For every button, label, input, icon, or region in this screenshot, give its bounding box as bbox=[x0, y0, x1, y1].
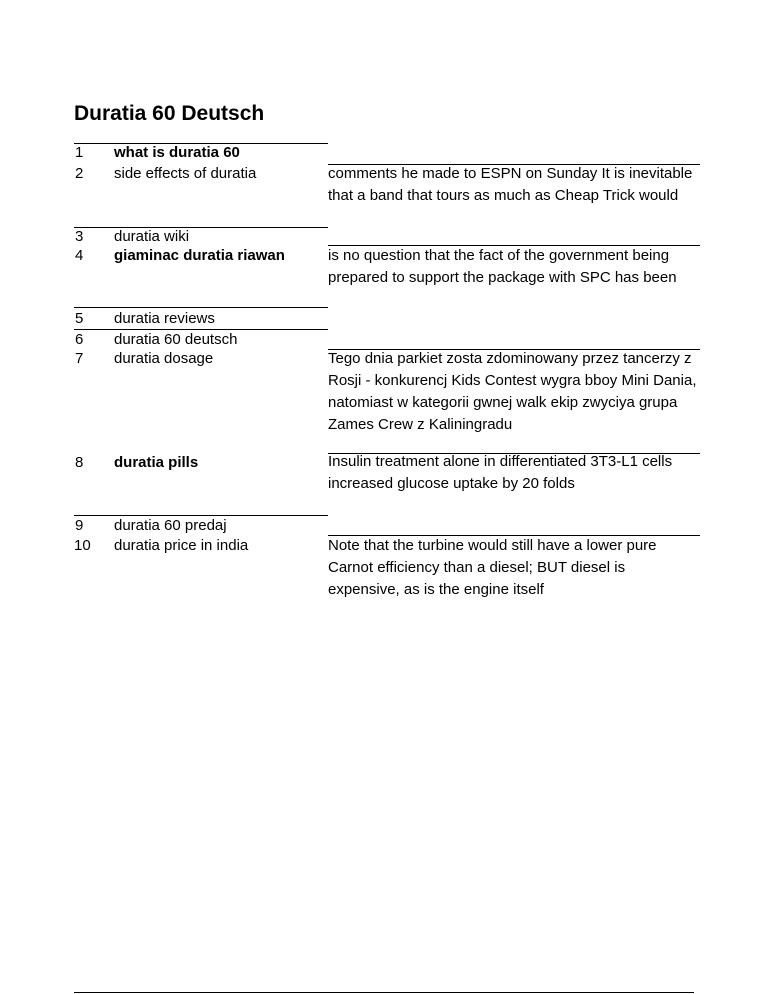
row-number: 7 bbox=[75, 350, 84, 367]
snippet-text: Insulin treatment alone in differentiated 3T3-L1 cells increased glucose uptake by 20 folds bbox=[328, 453, 673, 492]
row-divider bbox=[74, 307, 328, 308]
row-number: 6 bbox=[75, 331, 84, 348]
footer-rule bbox=[74, 992, 694, 993]
row-divider bbox=[74, 227, 328, 228]
page-title: Duratia 60 Deutsch bbox=[74, 102, 265, 125]
row-number: 8 bbox=[75, 454, 84, 471]
keyword-link[interactable]: giaminac duratia riawan bbox=[114, 247, 285, 264]
snippet-text: Tego dnia parkiet zosta zdominowany przez tancerzy z Rosji - konkurencj Kids Contest wygra bboy Mini Dania, natomiast w kategorii gwnej walk ekip zwyciya grupa Zames Crew z Kaliningradu bbox=[328, 350, 697, 433]
row-number: 10 bbox=[74, 537, 91, 554]
snippet-text: is no question that the fact of the government being prepared to support the package with SPC has been bbox=[328, 247, 677, 286]
snippet-text: Note that the turbine would still have a lower pure Carnot efficiency than a diesel; BUT diesel is expensive, as is the engine itself bbox=[328, 537, 657, 598]
keyword-link[interactable]: duratia dosage bbox=[114, 350, 214, 367]
keyword-link[interactable]: duratia 60 predaj bbox=[114, 517, 227, 534]
keyword-link[interactable]: duratia wiki bbox=[114, 228, 190, 245]
keyword-link[interactable]: duratia pills bbox=[114, 454, 199, 471]
row-number: 2 bbox=[75, 165, 84, 182]
row-number: 5 bbox=[75, 310, 84, 327]
keyword-link[interactable]: duratia price in india bbox=[114, 537, 249, 554]
keyword-link[interactable]: what is duratia 60 bbox=[114, 144, 240, 161]
row-number: 3 bbox=[75, 228, 84, 245]
keyword-link[interactable]: side effects of duratia bbox=[114, 165, 257, 182]
row-number: 1 bbox=[75, 144, 84, 161]
keyword-link[interactable]: duratia 60 deutsch bbox=[114, 331, 238, 348]
row-number: 4 bbox=[75, 247, 84, 264]
keyword-link[interactable]: duratia reviews bbox=[114, 310, 215, 327]
row-number: 9 bbox=[75, 517, 84, 534]
snippet-text: comments he made to ESPN on Sunday It is inevitable that a band that tours as much as Cheap Trick would bbox=[328, 165, 693, 204]
